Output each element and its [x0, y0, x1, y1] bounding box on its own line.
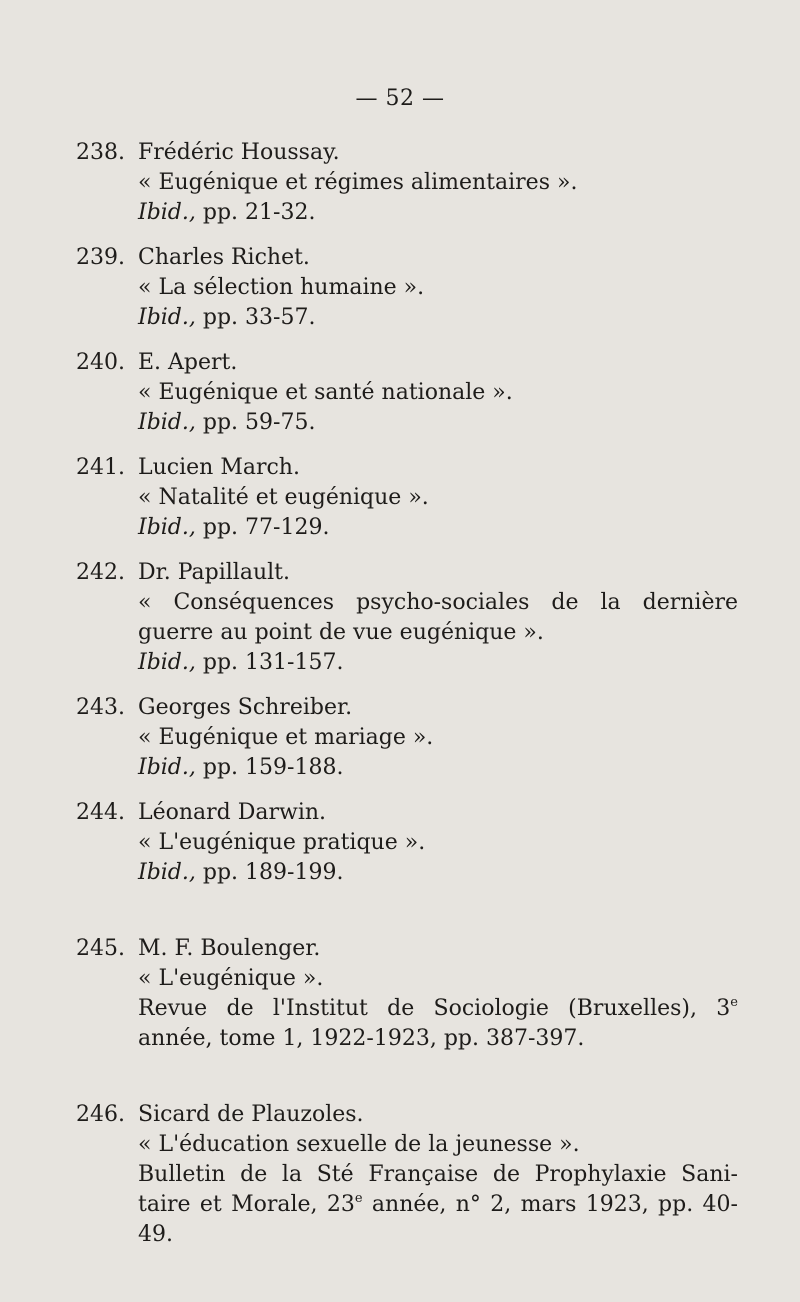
entry-title-line-2: guerre au point de vue eugénique ». [138, 620, 544, 645]
page-number: — 52 — [355, 86, 445, 111]
bibliography-entry-242 [76, 558, 738, 678]
entry-title: « Eugénique et mariage ». [138, 725, 434, 750]
bibliography-entry-245 [76, 934, 738, 1054]
entry-source [138, 753, 738, 783]
entry-title: « Eugénique et régimes alimentaires ». [138, 170, 578, 195]
entry-source-label: Ibid., [138, 305, 196, 330]
entry-pages: pp. 159-188. [202, 755, 344, 780]
entry-source-label: Ibid., [138, 860, 196, 885]
entry-source [138, 648, 738, 678]
entry-number: 240. [76, 350, 125, 375]
entry-journal-line-3: 49. [138, 1222, 173, 1247]
bibliography-entry-238 [76, 138, 738, 228]
entry-title: « La sélection humaine ». [138, 275, 425, 300]
entry-title: « L'eugénique ». [138, 966, 324, 991]
entry-title-line-1: « Conséquences psycho-sociales de la dernière [138, 590, 738, 615]
entry-author: M. F. Boulenger. [138, 936, 321, 961]
entry-source-label: Ibid., [138, 410, 196, 435]
entry-author: Sicard de Plauzoles. [138, 1102, 364, 1127]
entry-source-label: Ibid., [138, 755, 196, 780]
entry-source [138, 408, 738, 438]
entry-pages: pp. 21-32. [202, 200, 316, 225]
entry-number: 238. [76, 140, 125, 165]
entry-journal-line-1: Bulletin de la Sté Française de Prophylaxie Sani- [138, 1162, 738, 1187]
entry-source-label: Ibid., [138, 200, 196, 225]
bibliography-entry-241 [76, 453, 738, 543]
entry-title: « L'eugénique pratique ». [138, 830, 426, 855]
entry-source [138, 198, 738, 228]
entry-pages: pp. 77-129. [202, 515, 330, 540]
entry-author: Léonard Darwin. [138, 800, 327, 825]
entry-author: Charles Richet. [138, 245, 310, 270]
entry-journal-line-1 [138, 994, 738, 1024]
entry-pages: pp. 131-157. [202, 650, 344, 675]
bibliography-entry-246 [76, 1100, 738, 1250]
superscript: e [354, 1191, 363, 1206]
entry-source-label: Ibid., [138, 515, 196, 540]
bibliography-entry-244 [76, 798, 738, 888]
entry-journal-line-2: année, tome 1, 1922-1923, pp. 387-397. [138, 1026, 585, 1051]
entry-journal-text: taire et Morale, 23 [138, 1192, 355, 1217]
entry-source-label: Ibid., [138, 650, 196, 675]
entry-source [138, 513, 738, 543]
entry-author: Lucien March. [138, 455, 300, 480]
superscript: e [730, 995, 738, 1010]
entry-author: E. Apert. [138, 350, 238, 375]
entry-pages: pp. 33-57. [202, 305, 316, 330]
entry-pages: pp. 59-75. [202, 410, 316, 435]
entry-source [138, 858, 738, 888]
entry-journal-text: année, n° 2, mars 1923, pp. 40- [362, 1192, 738, 1217]
entry-author: Dr. Papillault. [138, 560, 291, 585]
entry-pages: pp. 189-199. [202, 860, 344, 885]
entry-number: 241. [76, 455, 125, 480]
entry-number: 239. [76, 245, 125, 270]
entry-source [138, 303, 738, 333]
entry-journal-text: Revue de l'Institut de Sociologie (Bruxelles), 3 [138, 996, 731, 1021]
entry-title: « Eugénique et santé nationale ». [138, 380, 513, 405]
entry-journal-line-2 [138, 1190, 738, 1220]
bibliography-entry-239 [76, 243, 738, 333]
bibliography-entry-240 [76, 348, 738, 438]
entry-number: 244. [76, 800, 125, 825]
entry-title: « L'éducation sexuelle de la jeunesse ». [138, 1132, 580, 1157]
entry-number: 242. [76, 560, 125, 585]
entry-author: Georges Schreiber. [138, 695, 353, 720]
bibliography-list [76, 138, 738, 1265]
bibliography-entry-243 [76, 693, 738, 783]
entry-number: 246. [76, 1102, 125, 1127]
entry-title: « Natalité et eugénique ». [138, 485, 429, 510]
entry-author: Frédéric Houssay. [138, 140, 340, 165]
entry-number: 245. [76, 936, 125, 961]
entry-number: 243. [76, 695, 125, 720]
